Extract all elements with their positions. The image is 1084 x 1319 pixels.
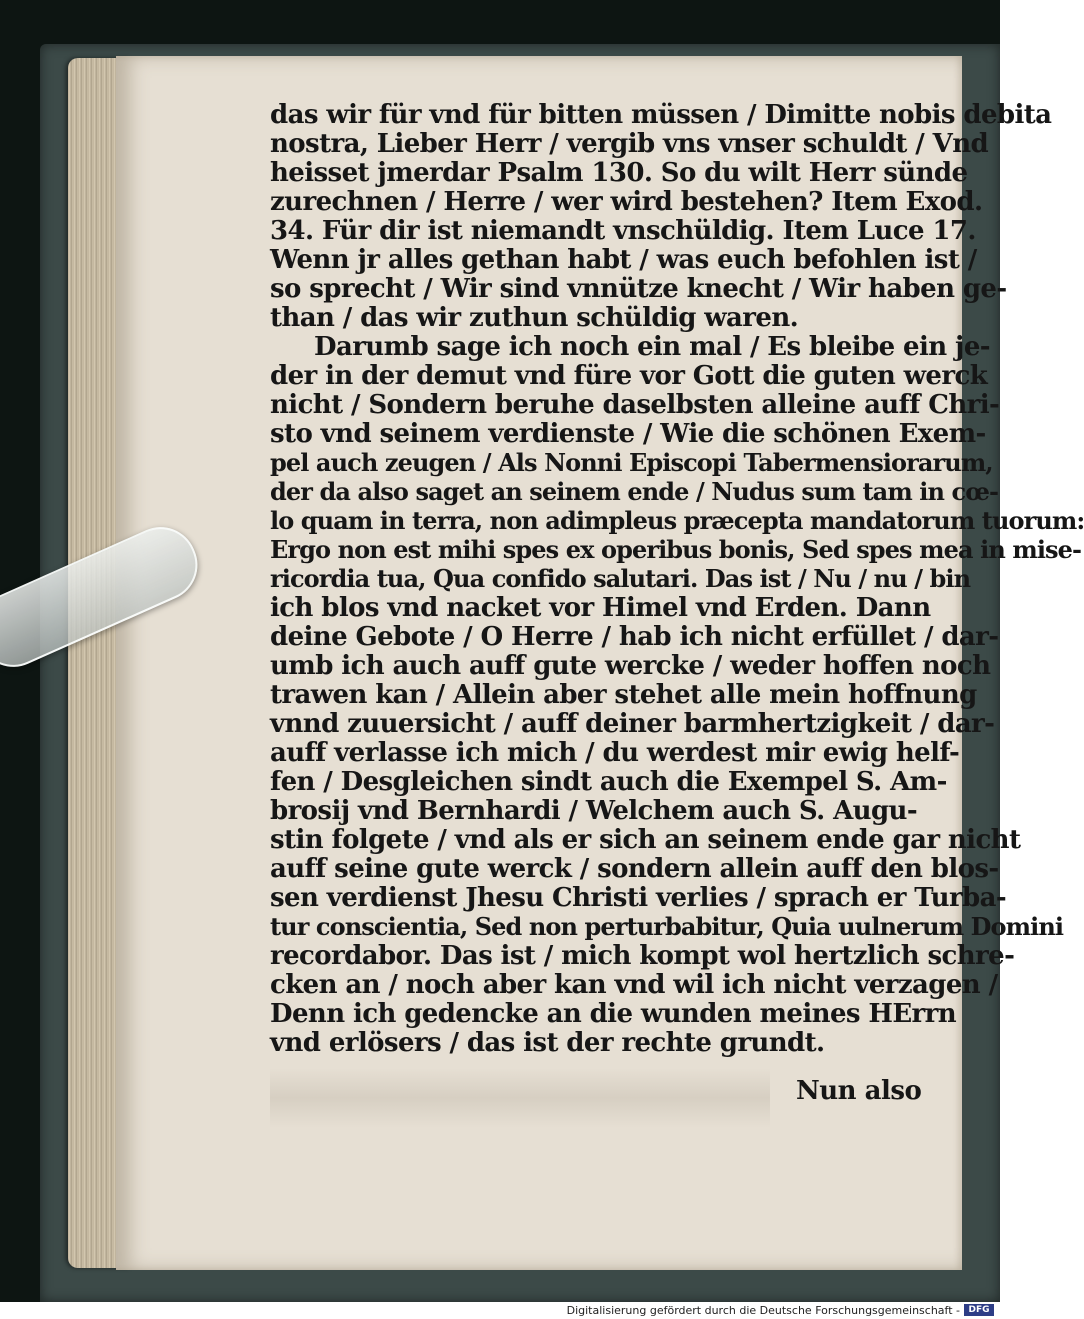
dfg-logo: DFG [964, 1304, 994, 1316]
text-line: recordabor. Das ist / mich kompt wol hertzlich schre- [270, 941, 1015, 971]
show-through-shadow [270, 1068, 770, 1128]
text-line: auff seine gute werck / sondern allein auff den blos- [270, 854, 999, 884]
text-line: stin folgete / vnd als er sich an seinem ende gar nicht [270, 825, 1021, 855]
text-line: so sprecht / Wir sind vnnütze knecht / Wir haben ge- [270, 274, 1007, 304]
text-line: ricordia tua, Qua confido salutari. Das ist / Nu / nu / bin [270, 564, 971, 593]
text-line: zurechnen / Herre / wer wird bestehen? Item Exod. [270, 187, 983, 217]
text-block [270, 100, 1084, 1090]
footer-credit: Digitalisierung gefördert durch die Deutsche Forschungsgemeinschaft - [566, 1304, 960, 1317]
text-line: der da also saget an seinem ende / Nudus sum tam in cœ- [270, 477, 999, 506]
text-line: cken an / noch aber kan vnd wil ich nicht verzagen / [270, 970, 998, 1000]
text-line: vnnd zuuersicht / auff deiner barmhertzigkeit / dar- [270, 709, 995, 739]
text-line: heisset jmerdar Psalm 130. So du wilt Herr sünde [270, 158, 968, 188]
text-line: Darumb sage ich noch ein mal / Es bleibe ein je- [314, 332, 990, 362]
text-line: tur conscientia, Sed non perturbabitur, Quia uulnerum Domini [270, 912, 1064, 941]
text-line: ich blos vnd nacket vor Himel vnd Erden. Dann [270, 593, 931, 623]
text-line: 34. Für dir ist niemandt vnschüldig. Item Luce 17. [270, 216, 976, 246]
catchword: Nun also [796, 1076, 922, 1106]
text-line: sto vnd seinem verdienste / Wie die schönen Exem- [270, 419, 986, 449]
footer-bar [0, 1302, 1000, 1319]
text-line: trawen kan / Allein aber stehet alle mein hoffnung [270, 680, 977, 710]
text-line: das wir für vnd für bitten müssen / Dimitte nobis debita [270, 100, 1052, 130]
text-line: than / das wir zuthun schüldig waren. [270, 303, 799, 333]
text-line: Ergo non est mihi spes ex operibus bonis, Sed spes mea in mise- [270, 535, 1082, 564]
text-line: nostra, Lieber Herr / vergib vns vnser schuldt / Vnd [270, 129, 989, 159]
text-line: lo quam in terra, non adimpleus præcepta mandatorum tuorum: [270, 506, 1084, 535]
text-line: vnd erlösers / das ist der rechte grundt. [270, 1028, 825, 1058]
text-line: umb ich auch auff gute wercke / weder hoffen noch [270, 651, 991, 681]
text-line: der in der demut vnd füre vor Gott die guten werck [270, 361, 988, 391]
text-line: Wenn jr alles gethan habt / was euch befohlen ist / [270, 245, 977, 275]
text-line: fen / Desgleichen sindt auch die Exempel S. Am- [270, 767, 947, 797]
text-line: Denn ich gedencke an die wunden meines HErrn [270, 999, 957, 1029]
text-line: sen verdienst Jhesu Christi verlies / sprach er Turba- [270, 883, 1007, 913]
text-line: deine Gebote / O Herre / hab ich nicht erfüllet / dar- [270, 622, 999, 652]
text-line: auff verlasse ich mich / du werdest mir ewig helf- [270, 738, 960, 768]
text-line: brosij vnd Bernhardi / Welchem auch S. Augu- [270, 796, 918, 826]
text-line: nicht / Sondern beruhe daselbsten alleine auff Chri- [270, 390, 1000, 420]
text-line: pel auch zeugen / Als Nonni Episcopi Tabermensiorarum, [270, 448, 993, 477]
